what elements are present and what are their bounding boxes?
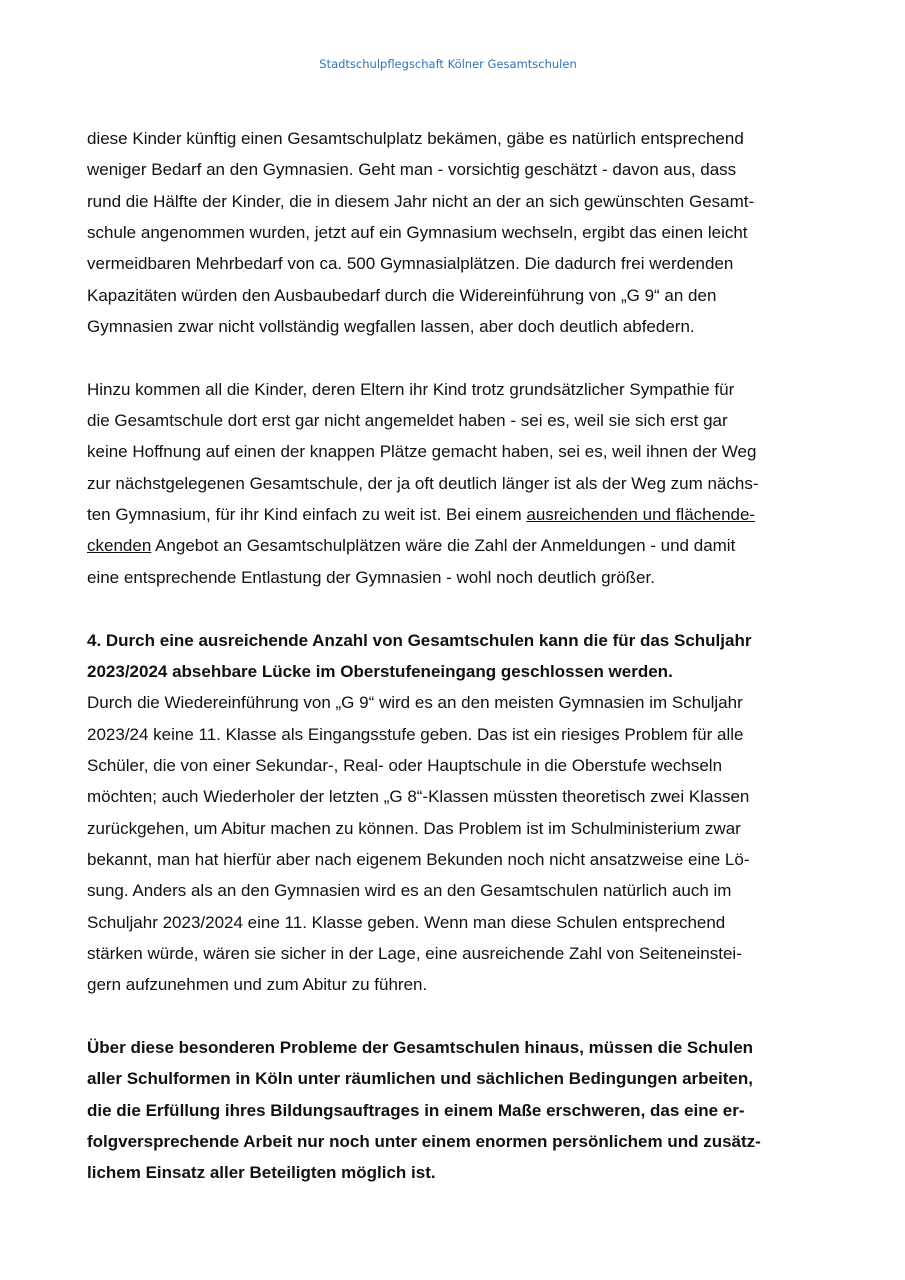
text-line	[87, 499, 827, 530]
underlined-emphasis: ausreichenden und flächende-	[526, 505, 756, 525]
document-body	[87, 123, 827, 1189]
text-line: 2023/24 keine 11. Klasse als Eingangsstufe geben. Das ist ein riesiges Problem für alle	[87, 724, 744, 744]
text-line: Gymnasien zwar nicht vollständig wegfallen lassen, aber doch deutlich abfedern.	[87, 317, 695, 337]
text-line: zur nächstgelegenen Gesamtschule, der ja oft deutlich länger ist als der Weg zum nächs-	[87, 473, 759, 493]
text-fragment: Angebot an Gesamtschulplätzen wäre die Zahl der Anmeldungen - und damit	[151, 536, 736, 556]
text-line	[87, 530, 827, 561]
bold-line: aller Schulformen in Köln unter räumlichen und sächlichen Bedingungen arbeiten,	[87, 1069, 753, 1089]
section-4	[87, 625, 827, 1001]
text-line: gern aufzunehmen und zum Abitur zu führen.	[87, 975, 428, 995]
bold-line: lichem Einsatz aller Beteiligten möglich ist.	[87, 1163, 436, 1183]
paragraph-parents-not-registered	[87, 374, 827, 593]
text-line: Kapazitäten würden den Ausbaubedarf durch die Widereinführung von „G 9“ an den	[87, 285, 717, 305]
text-line: Hinzu kommen all die Kinder, deren Eltern ihr Kind trotz grundsätzlicher Sympathie für	[87, 379, 735, 399]
heading-line: 4. Durch eine ausreichende Anzahl von Gesamtschulen kann die für das Schuljahr	[87, 630, 752, 650]
bold-line: die die Erfüllung ihres Bildungsauftrages in einem Maße erschweren, das eine er-	[87, 1100, 745, 1120]
paragraph-gymnasium-demand	[87, 123, 827, 342]
text-line: vermeidbaren Mehrbedarf von ca. 500 Gymnasialplätzen. Die dadurch frei werdenden	[87, 254, 734, 274]
text-line: möchten; auch Wiederholer der letzten „G 8“-Klassen müssten theoretisch zwei Klassen	[87, 787, 750, 807]
paragraph-spacer	[87, 593, 827, 624]
text-fragment: ten Gymnasium, für ihr Kind einfach zu weit ist. Bei einem	[87, 505, 527, 525]
underlined-emphasis: ckenden	[87, 536, 152, 556]
section-heading	[87, 625, 827, 688]
text-line: die Gesamtschule dort erst gar nicht angemeldet haben - sei es, weil sie sich erst gar	[87, 411, 728, 431]
bold-line: folgversprechende Arbeit nur noch unter einem enormen persönlichem und zusätz-	[87, 1132, 761, 1151]
text-line: Schüler, die von einer Sekundar-, Real- oder Hauptschule in die Oberstufe wechseln	[87, 755, 723, 775]
paragraph-spacer	[87, 1001, 827, 1032]
text-line: schule angenommen wurden, jetzt auf ein Gymnasium wechseln, ergibt das einen leicht	[87, 223, 748, 243]
text-line: Schuljahr 2023/2024 eine 11. Klasse geben. Wenn man diese Schulen entsprechend	[87, 912, 726, 932]
paragraph-general-conditions	[87, 1032, 827, 1189]
text-line: rund die Hälfte der Kinder, die in diesem Jahr nicht an der an sich gewünschten Gesamt-	[87, 191, 755, 211]
text-line: zurückgehen, um Abitur machen zu können. Das Problem ist im Schulministerium zwar	[87, 818, 741, 838]
text-line: sung. Anders als an den Gymnasien wird es an den Gesamtschulen natürlich auch im	[87, 881, 732, 901]
text-line: weniger Bedarf an den Gymnasien. Geht man - vorsichtig geschätzt - davon aus, dass	[87, 160, 737, 180]
bold-line: Über diese besonderen Probleme der Gesamtschulen hinaus, müssen die Schulen	[87, 1037, 754, 1057]
heading-line: 2023/2024 absehbare Lücke im Oberstufeneingang geschlossen werden.	[87, 661, 673, 681]
text-line: diese Kinder künftig einen Gesamtschulplatz bekämen, gäbe es natürlich entsprechend	[87, 129, 744, 148]
page-header: Stadtschulpflegschaft Kölner Gesamtschulen	[319, 57, 577, 71]
text-line: eine entsprechende Entlastung der Gymnasien - wohl noch deutlich größer.	[87, 567, 655, 587]
text-line: stärken würde, wären sie sicher in der Lage, eine ausreichende Zahl von Seiteneinstei-	[87, 943, 742, 963]
text-line: Durch die Wiedereinführung von „G 9“ wird es an den meisten Gymnasien im Schuljahr	[87, 693, 743, 713]
text-line: bekannt, man hat hierfür aber nach eigenem Bekunden noch nicht ansatzweise eine Lö-	[87, 849, 750, 869]
paragraph-spacer	[87, 342, 827, 373]
text-line: keine Hoffnung auf einen der knappen Plätze gemacht haben, sei es, weil ihnen der Weg	[87, 442, 757, 462]
